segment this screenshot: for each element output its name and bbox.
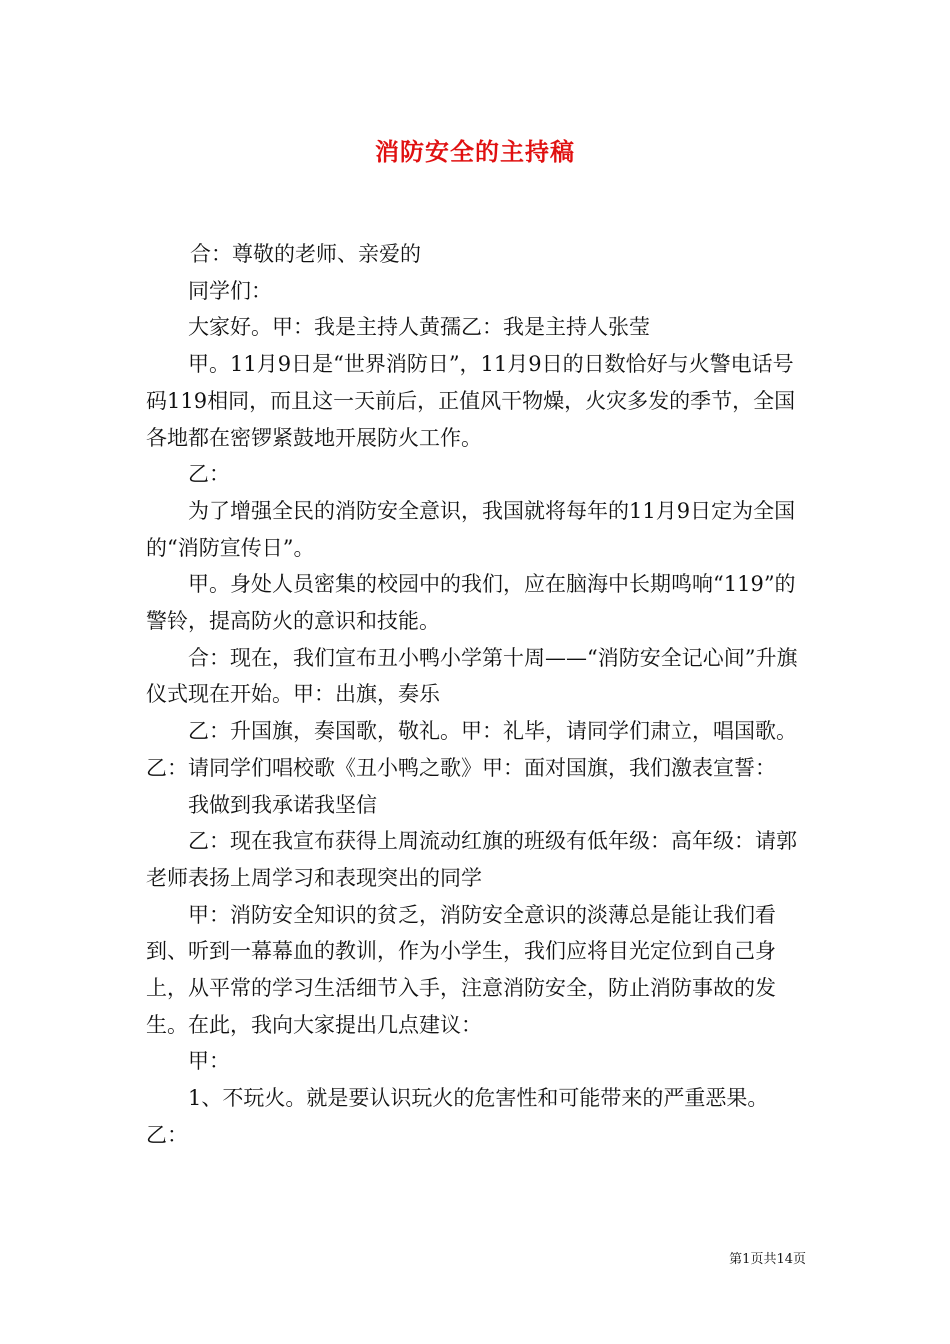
paragraph: 甲。11月9日是“世界消防日”，11月9日的日数恰好与火警电话号码119相同，而且这一天前后，正值风干物燥，火灾多发的季节，全国各地都在密锣紧鼓地开展防火工作。 [146, 352, 796, 450]
paragraph: 乙： [188, 462, 230, 487]
paragraph: 1、不玩火。就是要认识玩火的危害性和可能带来的严重恶果。乙： [146, 1086, 769, 1147]
paragraph: 甲。身处人员密集的校园中的我们，应在脑海中长期鸣响“119”的警铃，提高防火的意识和技能。 [146, 572, 796, 634]
paragraph: 合：现在，我们宣布丑小鸭小学第十周——“消防安全记心间”升旗仪式现在开始。甲：出旗，奏乐 [146, 645, 798, 707]
paragraph: 合：尊敬的老师、亲爱的 [190, 242, 421, 266]
page-number-footer: 第1页共14页 [729, 1252, 806, 1267]
paragraph: 为了增强全民的消防安全意识，我国就将每年的11月9日定为全国的“消防宣传日”。 [146, 498, 796, 560]
document-body [146, 236, 808, 1154]
paragraph: 我做到我承诺我坚信 [188, 792, 377, 817]
paragraph: 同学们： [188, 278, 272, 303]
paragraph: 大家好。甲：我是主持人黄孺乙：我是主持人张莹 [188, 315, 650, 340]
paragraph: 乙：升国旗，奏国歌，敬礼。甲：礼毕，请同学们肃立，唱国歌。乙：请同学们唱校歌《丑小鸭之歌》甲：面对国旗，我们激表宣誓： [146, 719, 797, 780]
paragraph: 甲： [188, 1049, 230, 1074]
document-title: 消防安全的主持稿 [375, 137, 575, 166]
paragraph: 甲：消防安全知识的贫乏，消防安全意识的淡薄总是能让我们看到、听到一幕幕血的教训，作为小学生，我们应将目光定位到自己身上，从平常的学习生活细节入手，注意消防安全，防止消防事故的发生。在此，我向大家提出几点建议： [146, 902, 776, 1037]
paragraph: 乙：现在我宣布获得上周流动红旗的班级有低年级：高年级：请郭老师表扬上周学习和表现突出的同学 [146, 829, 797, 890]
